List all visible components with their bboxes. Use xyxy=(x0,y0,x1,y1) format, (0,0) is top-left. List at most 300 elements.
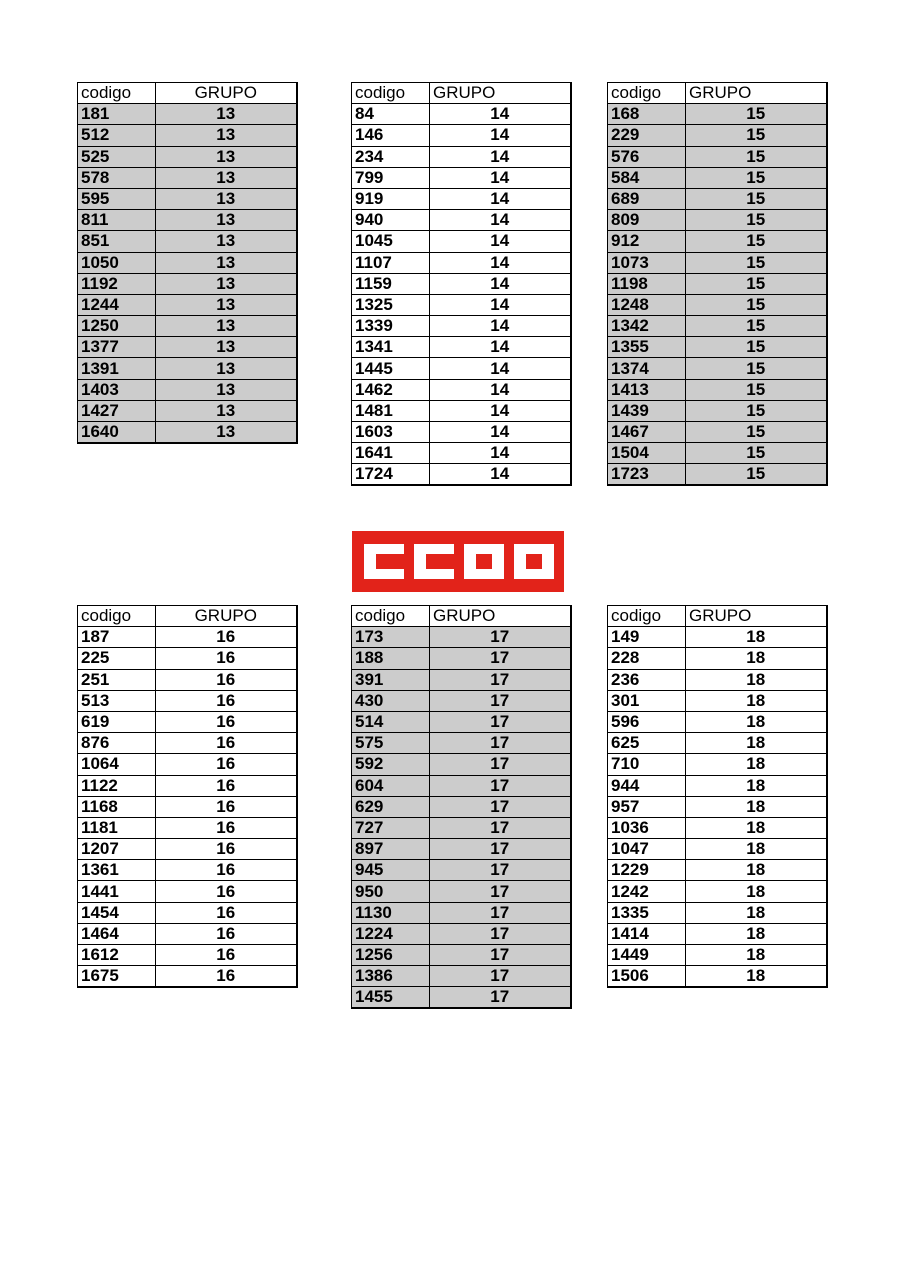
table-row xyxy=(78,817,297,838)
grupo-cell: 13 xyxy=(156,104,297,125)
group-18-table xyxy=(607,605,828,988)
grupo-cell: 16 xyxy=(156,881,297,902)
codigo-cell: 1045 xyxy=(352,231,430,252)
grupo-cell: 14 xyxy=(430,337,571,358)
table-row xyxy=(608,796,827,817)
codigo-cell: 251 xyxy=(78,669,156,690)
grupo-cell: 18 xyxy=(686,923,827,944)
ccoo-logo xyxy=(352,531,564,592)
table-row xyxy=(608,125,827,146)
grupo-cell: 18 xyxy=(686,902,827,923)
codigo-cell: 1441 xyxy=(78,881,156,902)
codigo-cell: 1198 xyxy=(608,273,686,294)
codigo-cell: 576 xyxy=(608,146,686,167)
table-header-row xyxy=(608,83,827,104)
table-row xyxy=(608,294,827,315)
grupo-cell: 15 xyxy=(686,316,827,337)
grupo-cell: 18 xyxy=(686,754,827,775)
table-row xyxy=(608,146,827,167)
table-row xyxy=(78,839,297,860)
table-row xyxy=(608,210,827,231)
grupo-cell: 14 xyxy=(430,104,571,125)
codigo-cell: 596 xyxy=(608,711,686,732)
table-row xyxy=(78,358,297,379)
codigo-cell: 957 xyxy=(608,796,686,817)
header-codigo: codigo xyxy=(352,606,430,627)
table-row xyxy=(352,273,571,294)
grupo-cell: 13 xyxy=(156,358,297,379)
grupo-cell: 17 xyxy=(430,669,571,690)
table-row xyxy=(608,775,827,796)
codigo-cell: 1391 xyxy=(78,358,156,379)
table-row xyxy=(78,252,297,273)
grupo-cell: 13 xyxy=(156,210,297,231)
grupo-cell: 16 xyxy=(156,860,297,881)
grupo-cell: 15 xyxy=(686,337,827,358)
codigo-cell: 809 xyxy=(608,210,686,231)
table-row xyxy=(78,294,297,315)
grupo-cell: 17 xyxy=(430,902,571,923)
grupo-cell: 17 xyxy=(430,839,571,860)
grupo-cell: 15 xyxy=(686,231,827,252)
grupo-cell: 13 xyxy=(156,379,297,400)
codigo-cell: 1723 xyxy=(608,464,686,486)
table-header-row xyxy=(78,606,297,627)
table-row xyxy=(352,464,571,486)
table-row xyxy=(78,648,297,669)
codigo-cell: 1504 xyxy=(608,443,686,464)
table-row xyxy=(78,945,297,966)
grupo-cell: 17 xyxy=(430,627,571,648)
codigo-cell: 236 xyxy=(608,669,686,690)
grupo-cell: 17 xyxy=(430,966,571,987)
grupo-cell: 17 xyxy=(430,648,571,669)
codigo-cell: 1454 xyxy=(78,902,156,923)
grupo-cell: 15 xyxy=(686,400,827,421)
grupo-cell: 16 xyxy=(156,945,297,966)
table-row xyxy=(608,104,827,125)
grupo-cell: 18 xyxy=(686,775,827,796)
table-row xyxy=(78,337,297,358)
grupo-cell: 14 xyxy=(430,443,571,464)
codigo-cell: 1464 xyxy=(78,923,156,944)
table-row xyxy=(78,796,297,817)
grupo-cell: 14 xyxy=(430,188,571,209)
table-row xyxy=(352,754,571,775)
codigo-cell: 727 xyxy=(352,817,430,838)
table-row xyxy=(608,316,827,337)
table-row xyxy=(352,817,571,838)
codigo-cell: 1640 xyxy=(78,422,156,444)
codigo-cell: 1455 xyxy=(352,987,430,1009)
table-row xyxy=(608,902,827,923)
grupo-cell: 14 xyxy=(430,422,571,443)
codigo-cell: 876 xyxy=(78,733,156,754)
grupo-cell: 15 xyxy=(686,104,827,125)
table-row xyxy=(78,860,297,881)
codigo-cell: 1413 xyxy=(608,379,686,400)
group-17-table xyxy=(351,605,572,1009)
grupo-cell: 13 xyxy=(156,231,297,252)
table-row xyxy=(78,273,297,294)
table-row xyxy=(608,273,827,294)
grupo-cell: 14 xyxy=(430,379,571,400)
table-row xyxy=(608,443,827,464)
table-row xyxy=(352,443,571,464)
codigo-cell: 513 xyxy=(78,690,156,711)
codigo-cell: 228 xyxy=(608,648,686,669)
header-grupo: GRUPO xyxy=(686,83,827,104)
table-row xyxy=(352,167,571,188)
codigo-cell: 168 xyxy=(608,104,686,125)
table-row xyxy=(78,775,297,796)
grupo-cell: 14 xyxy=(430,210,571,231)
codigo-cell: 188 xyxy=(352,648,430,669)
codigo-cell: 1073 xyxy=(608,252,686,273)
table-row xyxy=(352,648,571,669)
table-row xyxy=(608,627,827,648)
codigo-cell: 1229 xyxy=(608,860,686,881)
logo-background xyxy=(352,531,564,592)
table-row xyxy=(608,945,827,966)
table-row xyxy=(78,125,297,146)
table-row xyxy=(352,379,571,400)
grupo-cell: 15 xyxy=(686,210,827,231)
header-codigo: codigo xyxy=(608,606,686,627)
table-row xyxy=(352,839,571,860)
table-header-row xyxy=(352,83,571,104)
grupo-cell: 15 xyxy=(686,125,827,146)
codigo-cell: 181 xyxy=(78,104,156,125)
table-row xyxy=(352,796,571,817)
codigo-cell: 1377 xyxy=(78,337,156,358)
grupo-cell: 18 xyxy=(686,796,827,817)
grupo-cell: 17 xyxy=(430,860,571,881)
grupo-cell: 17 xyxy=(430,733,571,754)
grupo-cell: 13 xyxy=(156,337,297,358)
grupo-cell: 16 xyxy=(156,839,297,860)
codigo-cell: 1207 xyxy=(78,839,156,860)
table-row xyxy=(78,400,297,421)
grupo-cell: 17 xyxy=(430,923,571,944)
table-row xyxy=(352,902,571,923)
table-row xyxy=(608,231,827,252)
codigo-cell: 604 xyxy=(352,775,430,796)
table-row xyxy=(608,400,827,421)
codigo-cell: 225 xyxy=(78,648,156,669)
codigo-cell: 1224 xyxy=(352,923,430,944)
codigo-cell: 1036 xyxy=(608,817,686,838)
table-row xyxy=(78,188,297,209)
table-row xyxy=(608,711,827,732)
header-grupo: GRUPO xyxy=(430,606,571,627)
codigo-cell: 1449 xyxy=(608,945,686,966)
table-row xyxy=(608,733,827,754)
codigo-cell: 1403 xyxy=(78,379,156,400)
codigo-cell: 1724 xyxy=(352,464,430,486)
codigo-cell: 1168 xyxy=(78,796,156,817)
codigo-cell: 1256 xyxy=(352,945,430,966)
codigo-cell: 1342 xyxy=(608,316,686,337)
table-row xyxy=(78,733,297,754)
grupo-cell: 18 xyxy=(686,690,827,711)
table-row xyxy=(78,104,297,125)
table-row xyxy=(608,966,827,988)
grupo-cell: 13 xyxy=(156,146,297,167)
grupo-cell: 17 xyxy=(430,796,571,817)
table-row xyxy=(352,966,571,987)
codigo-cell: 146 xyxy=(352,125,430,146)
codigo-cell: 575 xyxy=(352,733,430,754)
grupo-cell: 16 xyxy=(156,669,297,690)
table-row xyxy=(352,669,571,690)
codigo-cell: 1467 xyxy=(608,422,686,443)
grupo-cell: 16 xyxy=(156,966,297,988)
codigo-cell: 945 xyxy=(352,860,430,881)
grupo-cell: 17 xyxy=(430,881,571,902)
codigo-cell: 1192 xyxy=(78,273,156,294)
table-row xyxy=(78,146,297,167)
table-row xyxy=(352,923,571,944)
table-row xyxy=(352,945,571,966)
grupo-cell: 16 xyxy=(156,817,297,838)
codigo-cell: 1439 xyxy=(608,400,686,421)
codigo-cell: 912 xyxy=(608,231,686,252)
codigo-cell: 1675 xyxy=(78,966,156,988)
table-row xyxy=(78,711,297,732)
grupo-cell: 18 xyxy=(686,627,827,648)
codigo-cell: 919 xyxy=(352,188,430,209)
table-row xyxy=(352,690,571,711)
group-16-table xyxy=(77,605,298,988)
table-row xyxy=(78,167,297,188)
codigo-cell: 1335 xyxy=(608,902,686,923)
grupo-cell: 16 xyxy=(156,627,297,648)
codigo-cell: 1414 xyxy=(608,923,686,944)
table-row xyxy=(608,817,827,838)
ccoo-logo-mark xyxy=(352,531,564,592)
header-grupo: GRUPO xyxy=(430,83,571,104)
table-row xyxy=(78,690,297,711)
codigo-cell: 1445 xyxy=(352,358,430,379)
codigo-cell: 187 xyxy=(78,627,156,648)
header-codigo: codigo xyxy=(352,83,430,104)
codigo-cell: 1339 xyxy=(352,316,430,337)
table-row xyxy=(352,733,571,754)
table-row xyxy=(352,711,571,732)
grupo-cell: 18 xyxy=(686,860,827,881)
grupo-cell: 18 xyxy=(686,648,827,669)
grupo-cell: 14 xyxy=(430,358,571,379)
grupo-cell: 18 xyxy=(686,711,827,732)
table-row xyxy=(78,316,297,337)
codigo-cell: 301 xyxy=(608,690,686,711)
grupo-cell: 17 xyxy=(430,817,571,838)
grupo-cell: 14 xyxy=(430,252,571,273)
codigo-cell: 1506 xyxy=(608,966,686,988)
grupo-cell: 13 xyxy=(156,273,297,294)
grupo-cell: 15 xyxy=(686,464,827,486)
codigo-cell: 950 xyxy=(352,881,430,902)
codigo-cell: 944 xyxy=(608,775,686,796)
table-row xyxy=(352,987,571,1009)
table-row xyxy=(608,422,827,443)
codigo-cell: 512 xyxy=(78,125,156,146)
table-row xyxy=(78,210,297,231)
codigo-cell: 1064 xyxy=(78,754,156,775)
grupo-cell: 18 xyxy=(686,817,827,838)
codigo-cell: 629 xyxy=(352,796,430,817)
grupo-cell: 16 xyxy=(156,733,297,754)
codigo-cell: 1047 xyxy=(608,839,686,860)
grupo-cell: 14 xyxy=(430,231,571,252)
grupo-cell: 17 xyxy=(430,775,571,796)
codigo-cell: 1641 xyxy=(352,443,430,464)
codigo-cell: 584 xyxy=(608,167,686,188)
table-row xyxy=(608,358,827,379)
table-row xyxy=(608,669,827,690)
header-grupo: GRUPO xyxy=(156,83,297,104)
grupo-cell: 16 xyxy=(156,690,297,711)
grupo-cell: 14 xyxy=(430,273,571,294)
grupo-cell: 17 xyxy=(430,945,571,966)
grupo-cell: 14 xyxy=(430,125,571,146)
codigo-cell: 1462 xyxy=(352,379,430,400)
grupo-cell: 15 xyxy=(686,379,827,400)
grupo-cell: 13 xyxy=(156,252,297,273)
codigo-cell: 234 xyxy=(352,146,430,167)
table-row xyxy=(608,839,827,860)
grupo-cell: 15 xyxy=(686,294,827,315)
codigo-cell: 1242 xyxy=(608,881,686,902)
table-row xyxy=(608,167,827,188)
grupo-cell: 16 xyxy=(156,754,297,775)
grupo-cell: 16 xyxy=(156,796,297,817)
table-row xyxy=(352,316,571,337)
table-row xyxy=(352,125,571,146)
group-13-table xyxy=(77,82,298,444)
codigo-cell: 1386 xyxy=(352,966,430,987)
table-row xyxy=(352,294,571,315)
table-row xyxy=(352,775,571,796)
codigo-cell: 1361 xyxy=(78,860,156,881)
grupo-cell: 17 xyxy=(430,690,571,711)
header-grupo: GRUPO xyxy=(686,606,827,627)
codigo-cell: 229 xyxy=(608,125,686,146)
grupo-cell: 18 xyxy=(686,839,827,860)
grupo-cell: 14 xyxy=(430,294,571,315)
table-row xyxy=(78,422,297,444)
codigo-cell: 1612 xyxy=(78,945,156,966)
codigo-cell: 1107 xyxy=(352,252,430,273)
codigo-cell: 811 xyxy=(78,210,156,231)
table-row xyxy=(78,669,297,690)
table-row xyxy=(78,231,297,252)
table-row xyxy=(608,252,827,273)
table-header-row xyxy=(608,606,827,627)
header-codigo: codigo xyxy=(78,606,156,627)
grupo-cell: 13 xyxy=(156,294,297,315)
grupo-cell: 17 xyxy=(430,711,571,732)
codigo-cell: 689 xyxy=(608,188,686,209)
table-row xyxy=(352,358,571,379)
grupo-cell: 13 xyxy=(156,422,297,444)
table-header-row xyxy=(352,606,571,627)
table-row xyxy=(608,648,827,669)
grupo-cell: 13 xyxy=(156,167,297,188)
grupo-cell: 15 xyxy=(686,422,827,443)
grupo-cell: 13 xyxy=(156,316,297,337)
codigo-cell: 1341 xyxy=(352,337,430,358)
table-row xyxy=(352,252,571,273)
codigo-cell: 430 xyxy=(352,690,430,711)
table-row xyxy=(78,627,297,648)
table-row xyxy=(352,188,571,209)
grupo-cell: 15 xyxy=(686,167,827,188)
table-header-row xyxy=(78,83,297,104)
codigo-cell: 1427 xyxy=(78,400,156,421)
grupo-cell: 16 xyxy=(156,775,297,796)
grupo-cell: 15 xyxy=(686,358,827,379)
grupo-cell: 15 xyxy=(686,273,827,294)
table-row xyxy=(608,754,827,775)
table-row xyxy=(78,966,297,988)
table-row xyxy=(352,400,571,421)
codigo-cell: 391 xyxy=(352,669,430,690)
codigo-cell: 592 xyxy=(352,754,430,775)
grupo-cell: 16 xyxy=(156,648,297,669)
table-row xyxy=(608,464,827,486)
grupo-cell: 14 xyxy=(430,167,571,188)
table-row xyxy=(352,146,571,167)
codigo-cell: 1181 xyxy=(78,817,156,838)
codigo-cell: 578 xyxy=(78,167,156,188)
codigo-cell: 173 xyxy=(352,627,430,648)
grupo-cell: 15 xyxy=(686,146,827,167)
codigo-cell: 1248 xyxy=(608,294,686,315)
header-grupo: GRUPO xyxy=(156,606,297,627)
grupo-cell: 18 xyxy=(686,881,827,902)
table-row xyxy=(78,754,297,775)
table-row xyxy=(78,881,297,902)
table-row xyxy=(352,627,571,648)
grupo-cell: 16 xyxy=(156,923,297,944)
codigo-cell: 84 xyxy=(352,104,430,125)
grupo-cell: 18 xyxy=(686,966,827,988)
codigo-cell: 710 xyxy=(608,754,686,775)
codigo-cell: 619 xyxy=(78,711,156,732)
codigo-cell: 1481 xyxy=(352,400,430,421)
codigo-cell: 514 xyxy=(352,711,430,732)
header-codigo: codigo xyxy=(608,83,686,104)
table-row xyxy=(608,881,827,902)
grupo-cell: 15 xyxy=(686,188,827,209)
codigo-cell: 149 xyxy=(608,627,686,648)
table-row xyxy=(608,923,827,944)
codigo-cell: 1250 xyxy=(78,316,156,337)
grupo-cell: 14 xyxy=(430,400,571,421)
codigo-cell: 897 xyxy=(352,839,430,860)
table-row xyxy=(78,902,297,923)
grupo-cell: 14 xyxy=(430,464,571,486)
grupo-cell: 18 xyxy=(686,669,827,690)
grupo-cell: 17 xyxy=(430,754,571,775)
codigo-cell: 1325 xyxy=(352,294,430,315)
header-codigo: codigo xyxy=(78,83,156,104)
grupo-cell: 18 xyxy=(686,733,827,754)
table-row xyxy=(608,337,827,358)
table-row xyxy=(608,188,827,209)
